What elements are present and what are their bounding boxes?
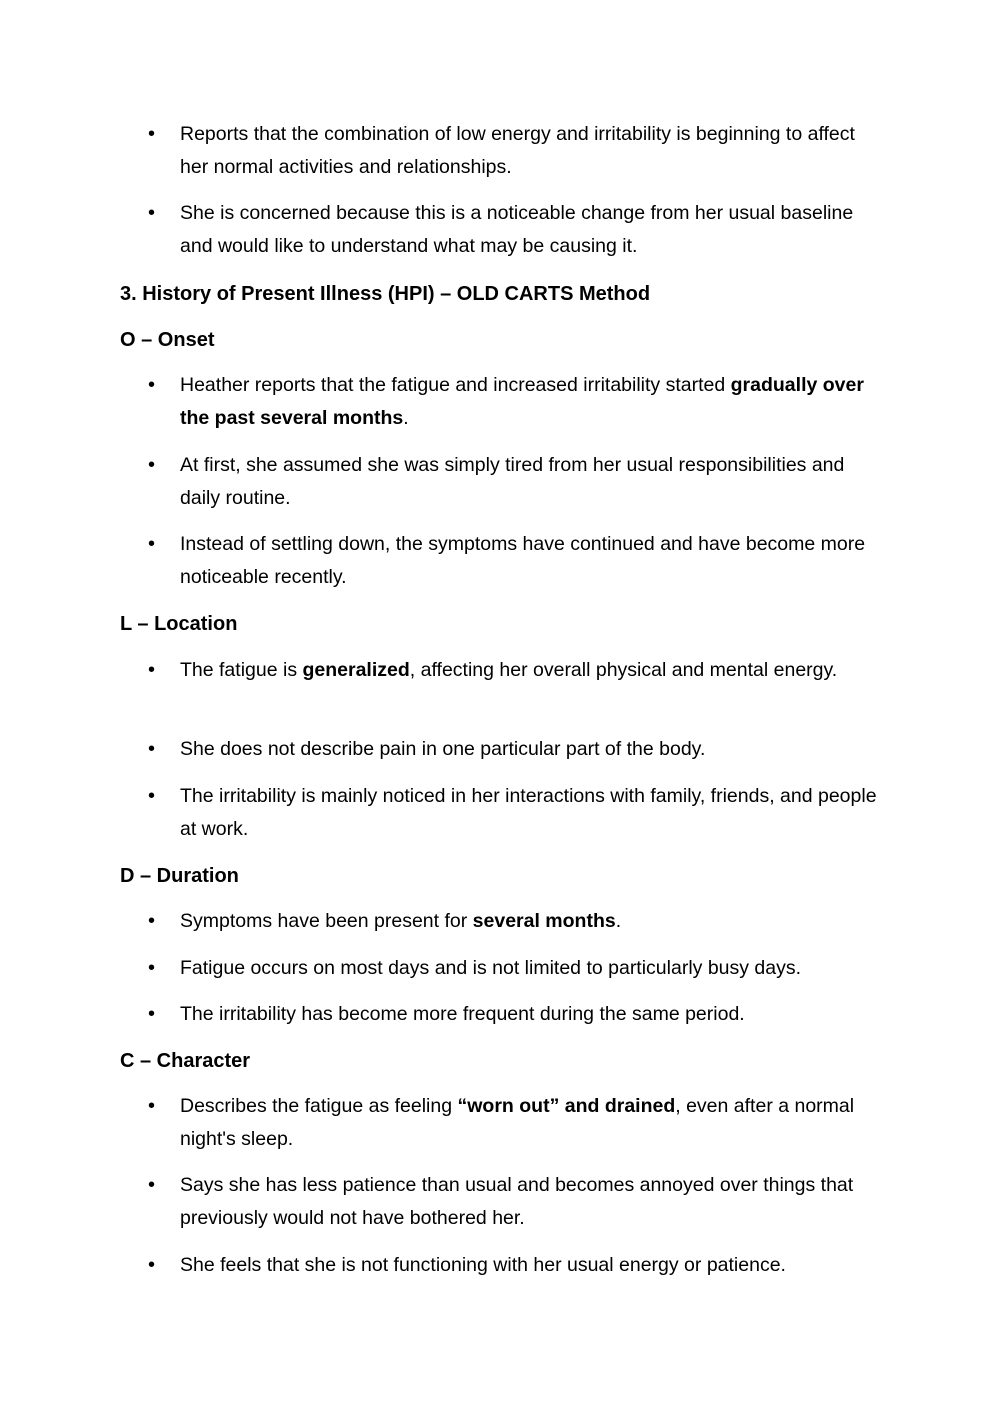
bullet-icon: • <box>148 910 156 932</box>
item-text-bold: “worn out” and drained <box>457 1095 676 1117</box>
item-text: Describes the fatigue as feeling <box>180 1095 458 1117</box>
item-text: , even after a normal night's sleep. <box>180 1095 855 1150</box>
list-item <box>180 654 880 687</box>
item-text: She feels that she is not functioning with her usual energy or patience. <box>180 1254 786 1276</box>
item-text: Symptoms have been present for <box>180 910 473 932</box>
item-text-bold: several months <box>472 910 616 932</box>
item-text: The irritability is mainly noticed in her interactions with family, friends, and people at work. <box>180 785 877 840</box>
bullet-icon: • <box>148 202 156 224</box>
item-text-bold: generalized <box>302 659 410 681</box>
bullet-icon: • <box>148 533 156 555</box>
item-text: Reports that the combination of low energy and irritability is beginning to affect her normal activities and relationships. <box>180 123 855 178</box>
list-item <box>180 780 880 846</box>
list-item <box>180 197 880 263</box>
item-text: , affecting her overall physical and mental energy. <box>409 659 838 681</box>
list-item <box>180 998 880 1031</box>
bullet-icon: • <box>148 738 156 760</box>
item-text: Heather reports that the fatigue and increased irritability started <box>180 374 731 396</box>
bullet-icon: • <box>148 1254 156 1276</box>
list-item <box>180 952 880 985</box>
section-title: 3. History of Present Illness (HPI) – OLD CARTS Method <box>120 283 651 305</box>
bullet-icon: • <box>148 785 156 807</box>
list-item <box>180 528 880 594</box>
bullet-icon: • <box>148 957 156 979</box>
list-item <box>180 118 880 184</box>
subsection-heading: C – Character <box>120 1050 251 1072</box>
bullet-icon: • <box>148 123 156 145</box>
bullet-icon: • <box>148 1095 156 1117</box>
item-text: The fatigue is <box>180 659 303 681</box>
item-text: Says she has less patience than usual and becomes annoyed over things that previously would not have bothered her. <box>180 1174 854 1229</box>
bullet-icon: • <box>148 1174 156 1196</box>
item-text-bold: gradually over the past several months <box>180 374 864 429</box>
list-item <box>180 449 880 515</box>
subsection-heading: D – Duration <box>120 865 239 887</box>
item-text: She is concerned because this is a noticeable change from her usual baseline and would like to understand what may be causing it. <box>180 202 854 257</box>
list-item <box>180 1090 880 1156</box>
subsection-heading: O – Onset <box>120 329 215 351</box>
subsection-heading: L – Location <box>120 613 238 635</box>
list-item <box>180 733 880 766</box>
item-text: Instead of settling down, the symptoms have continued and have become more noticeable recently. <box>180 533 866 588</box>
bullet-icon: • <box>148 659 156 681</box>
item-text: The irritability has become more frequent during the same period. <box>180 1003 745 1025</box>
list-item <box>180 1249 880 1282</box>
bullet-icon: • <box>148 454 156 476</box>
list-item <box>180 1169 880 1235</box>
bullet-icon: • <box>148 1003 156 1025</box>
item-text: She does not describe pain in one particular part of the body. <box>180 738 706 760</box>
item-text: . <box>403 407 409 429</box>
bullet-icon: • <box>148 374 156 396</box>
list-item <box>180 369 880 435</box>
item-text: At first, she assumed she was simply tired from her usual responsibilities and daily routine. <box>180 454 845 509</box>
item-text: . <box>615 910 622 932</box>
list-item <box>180 905 880 938</box>
item-text: Fatigue occurs on most days and is not limited to particularly busy days. <box>180 957 802 979</box>
